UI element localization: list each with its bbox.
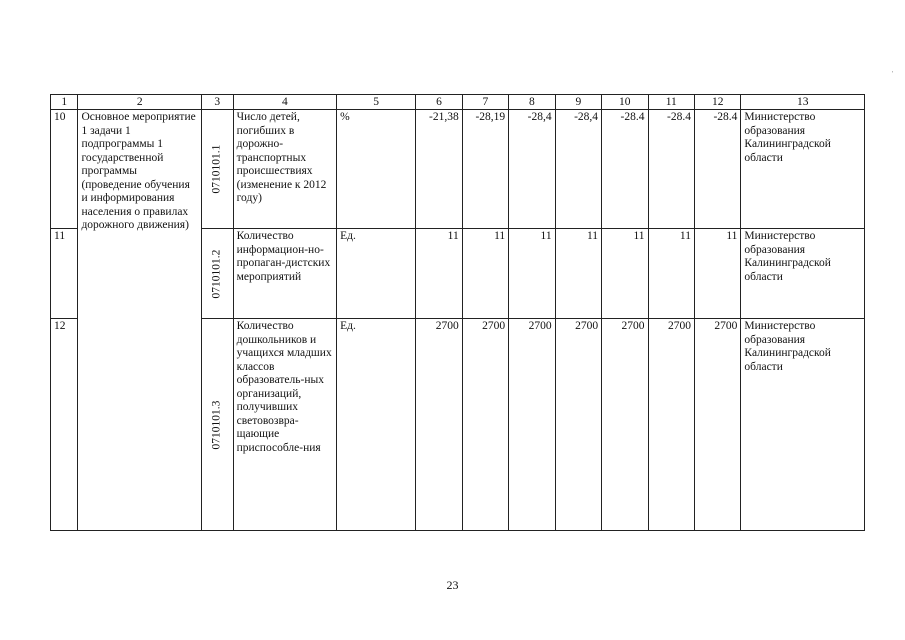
unit-cell: Ед. xyxy=(337,229,416,319)
value-cell: 2700 xyxy=(648,319,694,531)
header-cell: 2 xyxy=(78,95,202,110)
value-cell: -28.4 xyxy=(602,110,648,229)
unit-cell: % xyxy=(337,110,416,229)
value-cell: -28.4 xyxy=(694,110,740,229)
value-cell: 11 xyxy=(602,229,648,319)
value-cell: 2700 xyxy=(509,319,555,531)
header-cell: 4 xyxy=(233,95,336,110)
header-cell: 12 xyxy=(694,95,740,110)
value-cell: 11 xyxy=(555,229,601,319)
value-cell: 11 xyxy=(509,229,555,319)
value-cell: -28,19 xyxy=(462,110,508,229)
indicator-code: 0710101.1 xyxy=(210,144,223,194)
value-cell: 2700 xyxy=(416,319,462,531)
value-cell: -28.4 xyxy=(648,110,694,229)
header-cell: 5 xyxy=(337,95,416,110)
header-cell: 3 xyxy=(201,95,233,110)
indicator-name: Количество информацион-но-пропаган-дистских мероприятий xyxy=(233,229,336,319)
table-row xyxy=(51,110,865,229)
indicators-table xyxy=(50,94,865,531)
value-cell: 2700 xyxy=(555,319,601,531)
value-cell: 2700 xyxy=(602,319,648,531)
value-cell: -28,4 xyxy=(555,110,601,229)
header-cell: 11 xyxy=(648,95,694,110)
row-number: 10 xyxy=(51,110,78,229)
value-cell: -21,38 xyxy=(416,110,462,229)
header-cell: 7 xyxy=(462,95,508,110)
page-number: 23 xyxy=(446,578,459,592)
corner-mark: ' xyxy=(892,70,894,78)
event-name: Основное мероприятие 1 задачи 1 подпрограммы 1 государственной программы (проведение обучения и информирования населения о правилах дорожного движения) xyxy=(78,110,202,531)
unit-cell: Ед. xyxy=(337,319,416,531)
value-cell: 11 xyxy=(416,229,462,319)
value-cell: 2700 xyxy=(694,319,740,531)
indicator-code: 0710101.3 xyxy=(210,400,223,449)
responsible-cell: Министерство образования Калининградской области xyxy=(741,319,865,531)
code-cell xyxy=(201,319,233,531)
value-cell: 11 xyxy=(694,229,740,319)
responsible-cell: Министерство образования Калининградской области xyxy=(741,110,865,229)
indicator-code: 0710101.2 xyxy=(210,249,223,298)
header-cell: 13 xyxy=(741,95,865,110)
header-row xyxy=(51,95,865,110)
header-cell: 9 xyxy=(555,95,601,110)
value-cell: 11 xyxy=(462,229,508,319)
value-cell: 11 xyxy=(648,229,694,319)
header-cell: 8 xyxy=(509,95,555,110)
value-cell: 2700 xyxy=(462,319,508,531)
value-cell: -28,4 xyxy=(509,110,555,229)
code-cell xyxy=(201,110,233,229)
header-cell: 6 xyxy=(416,95,462,110)
row-number: 12 xyxy=(51,319,78,531)
indicator-name: Число детей, погибших в дорожно-транспортных происшествиях (изменение к 2012 году) xyxy=(233,110,336,229)
header-cell: 1 xyxy=(51,95,78,110)
header-cell: 10 xyxy=(602,95,648,110)
row-number: 11 xyxy=(51,229,78,319)
indicator-name: Количество дошкольников и учащихся младших классов образователь-ных организаций, получивших световозвра-щающие приспособле-ния xyxy=(233,319,336,531)
code-cell xyxy=(201,229,233,319)
responsible-cell: Министерство образования Калининградской области xyxy=(741,229,865,319)
